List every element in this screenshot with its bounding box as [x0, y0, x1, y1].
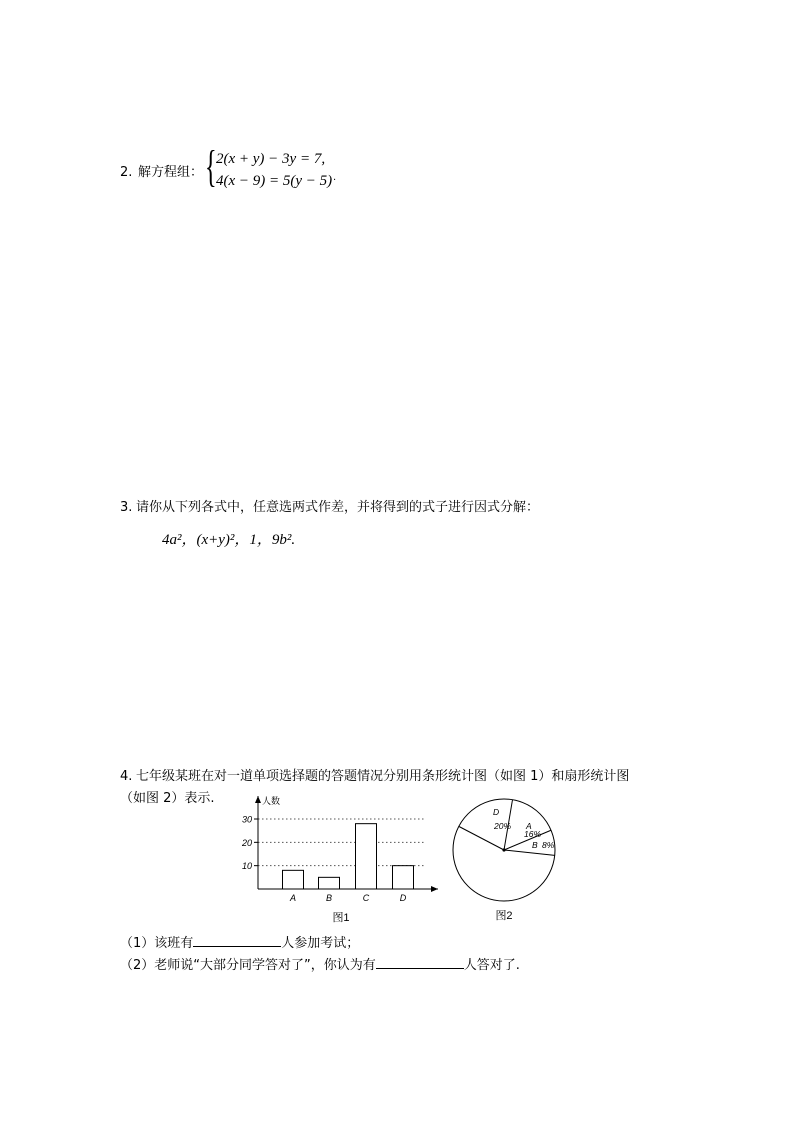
pie-slice-percent: 20% — [494, 821, 512, 831]
problem-3-number: 3. — [120, 500, 133, 515]
pie-slice-percent: 16% — [524, 829, 542, 839]
pie-slice-percent: 8% — [542, 840, 555, 850]
question-2-suffix: 人答对了. — [463, 958, 520, 973]
problem-3-prompt: 请你从下列各式中，任意选两式作差，并将得到的式子进行因式分解： — [136, 500, 540, 515]
question-2 — [120, 956, 520, 974]
chart-title: 图1 — [332, 912, 350, 924]
problem-2-prompt: 解方程组： — [138, 165, 204, 180]
pie-slice-label: B — [532, 840, 538, 850]
x-tick-label: B — [325, 893, 333, 903]
question-2-prefix: （2）老师说“大部分同学答对了”，你认为有 — [120, 958, 376, 973]
y-tick-label: 10 — [241, 861, 252, 872]
question-1-prefix: （1）该班有 — [120, 936, 194, 951]
problem-4-line-2: （如图 2）表示. — [120, 791, 215, 806]
bar-D — [393, 866, 414, 889]
bar-C — [356, 824, 377, 889]
question-1 — [120, 934, 359, 952]
problem-3-expressions: 4a²，(x+y)²，1，9b². — [162, 532, 296, 548]
equation-end: . — [333, 172, 337, 183]
pie-center — [502, 848, 505, 851]
pie-chart — [448, 795, 563, 925]
x-tick-label: D — [399, 893, 407, 903]
answer-blank-1[interactable] — [193, 934, 281, 947]
x-tick-label: C — [362, 893, 370, 903]
equation-1: 2(x + y) − 3y = 7, — [216, 151, 326, 167]
chart-title: 图2 — [495, 910, 513, 922]
bar-A — [283, 870, 304, 889]
bar-B — [319, 877, 340, 889]
equation-brace: { — [205, 142, 217, 191]
y-tick-label: 20 — [241, 837, 252, 848]
problem-4-number: 4. — [120, 769, 133, 784]
x-tick-label: A — [289, 893, 297, 903]
pie-slice-label: A — [526, 821, 532, 831]
bar-chart — [228, 790, 443, 925]
equation-2: 4(x − 9) = 5(y − 5) — [216, 173, 333, 189]
x-axis-arrow — [431, 886, 438, 892]
y-axis-label: 人数 — [262, 796, 281, 806]
y-axis-arrow — [255, 796, 261, 803]
answer-blank-2[interactable] — [376, 956, 464, 969]
problem-2-number: 2. — [120, 165, 133, 180]
question-1-suffix: 人参加考试； — [281, 936, 360, 951]
problem-4-line-1: 七年级某班在对一道单项选择题的答题情况分别用条形统计图（如图 1）和扇形统计图 — [136, 769, 630, 784]
pie-slice-label: D — [493, 807, 500, 817]
y-tick-label: 30 — [241, 814, 252, 825]
